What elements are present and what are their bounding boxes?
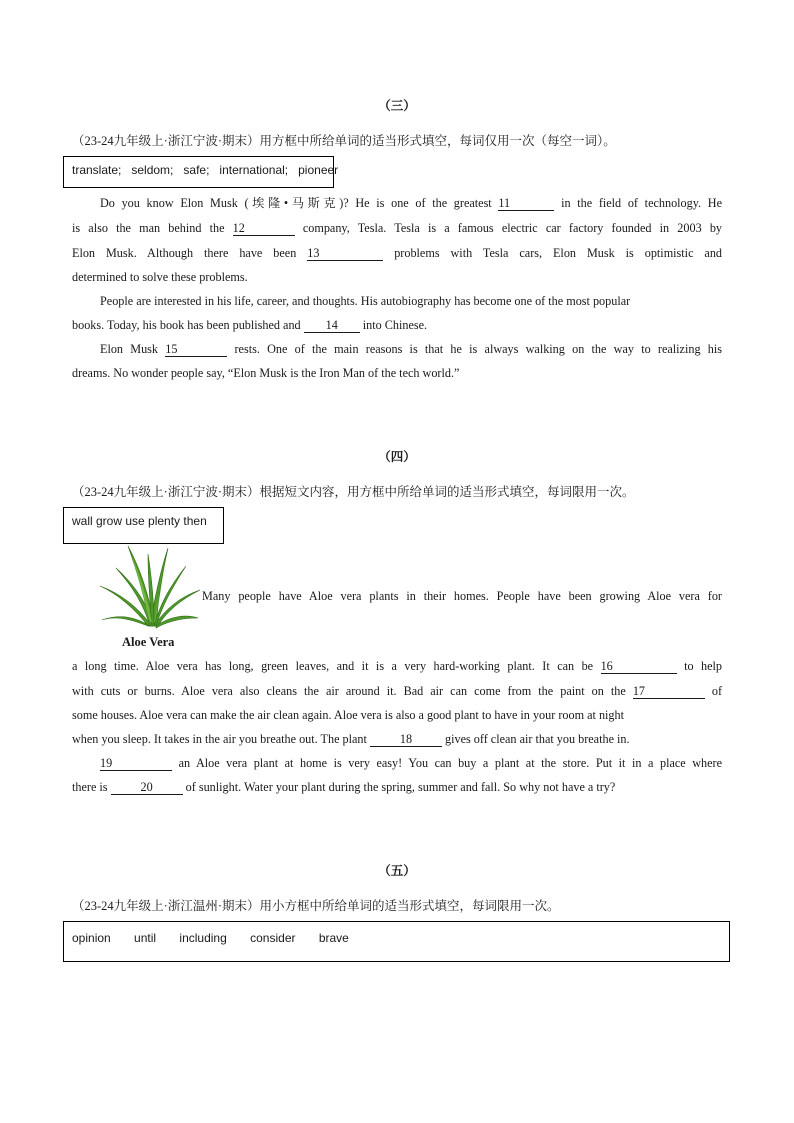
word-seldom: seldom; [131,163,174,177]
blank-18[interactable]: 18 [370,732,442,747]
blank-20[interactable]: 20 [111,780,183,795]
blank-16[interactable]: 16 [601,659,677,674]
blank-15[interactable]: 15 [165,342,227,357]
s4-line-4: some houses. Aloe vera can make the air clean again. Aloe vera is also a good plant to have in your room at night [72,708,624,722]
s3-line-6: books. Today, his book has been published and 14 into Chinese. [72,318,428,332]
blank-13[interactable]: 13 [307,246,383,261]
section-4-title: （四） [378,450,416,464]
section-4-word-box: wall grow use plenty then [63,507,224,544]
word-brave: brave [318,931,349,945]
s4-line-2: a long time. Aloe vera has long, green leaves, and it is a very hard-working plant. It can be 16 to help [72,659,723,673]
s3-line-7: Elon Musk 15 rests. One of the main reasons is that he is always walking on the way to realizing his [100,342,722,356]
aloe-vera-image [98,544,202,630]
s3-line-2: is also the man behind the 12 company, Tesla. Tesla is a famous electric car factory founded in 2003 by [72,221,723,235]
blank-19[interactable]: 19 [100,756,172,771]
word-including: including [179,931,227,945]
section-3-word-box [63,156,339,188]
word-pioneer: pioneer [298,163,339,177]
section-4-instruction: （23-24九年级上·浙江宁波·期末）根据短文内容，用方框中所给单词的适当形式填空，每词限用一次。 [72,485,635,499]
blank-14[interactable]: 14 [304,318,360,333]
s3-line-3: Elon Musk. Although there have been 13 problems with Tesla cars, Elon Musk is optimistic and [72,246,723,260]
s3-line-4: determined to solve these problems. [72,270,248,284]
s4-line-6: 19 an Aloe vera plant at home is very easy! You can buy a plant at the store. Put it in a place where [100,756,723,770]
section-3-instruction: （23-24九年级上·浙江宁波·期末）用方框中所给单词的适当形式填空，每词仅用一次（每空一词）。 [72,134,616,148]
s4-line-7: there is 20 of sunlight. Water your plant during the spring, summer and fall. So why not have a try? [72,780,616,794]
blank-12[interactable]: 12 [233,221,295,236]
blank-11[interactable]: 11 [498,196,554,211]
word-safe: safe; [183,163,210,177]
s3-line-8: dreams. No wonder people say, “Elon Musk is the Iron Man of the tech world.” [72,366,460,380]
s4-line-1: Many people have Aloe vera plants in their homes. People have been growing Aloe vera for [202,589,722,603]
word-international: international; [219,163,289,177]
blank-17[interactable]: 17 [633,684,705,699]
section-5-title: （五） [378,864,416,878]
word-opinion: opinion [72,931,111,945]
word-until: until [134,931,157,945]
word-translate: translate; [72,163,122,177]
section-5-word-box [63,921,730,962]
s4-line-5: when you sleep. It takes in the air you breathe out. The plant 18 gives off clean air that you breathe in. [72,732,630,746]
word-consider: consider [250,931,296,945]
section-5-instruction: （23-24九年级上·浙江温州·期末）用小方框中所给单词的适当形式填空，每词限用一次。 [72,899,560,913]
section-3-title: （三） [378,99,416,113]
s4-line-3: with cuts or burns. Aloe vera also cleans the air around it. Bad air can come from the paint on the 17 of [72,684,723,698]
s3-line-1: Do you know Elon Musk (埃隆•马斯克)? He is one of the greatest 11 in the field of technology. He [100,196,722,210]
aloe-vera-label: Aloe Vera [122,635,175,649]
s3-line-5: People are interested in his life, career, and thoughts. His autobiography has become one of the most popular [100,294,631,308]
